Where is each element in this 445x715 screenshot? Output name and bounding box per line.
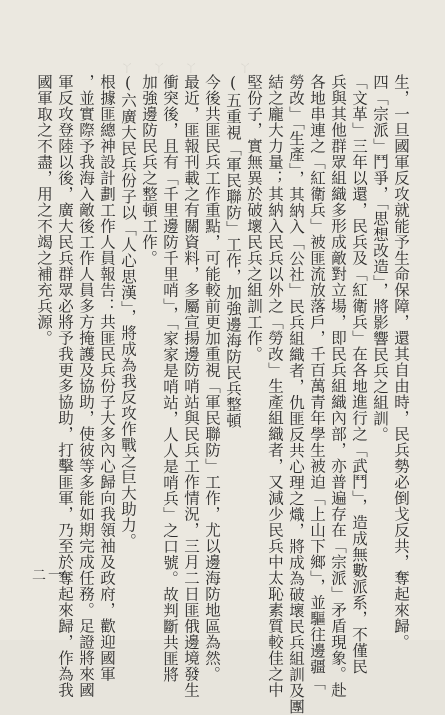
text-column: 加強邊防民兵之整頓工作。 xyxy=(140,74,158,266)
text-column: 堅份子，實無異於破壞民兵之組訓工作。 xyxy=(245,74,263,362)
text-column: 各地串連之「紅衛兵」被匪流放落戶，千百萬青年學生被迫「上山下鄉」，並驅往邊疆「 xyxy=(308,74,326,691)
page-number: 二一 xyxy=(32,568,64,584)
bleed-through-mark: ㄚ xyxy=(182,60,198,78)
text-column: 最近，匪報刊載之有關資料，多屬宣揚邊防哨站與民兵工作情況，三月二日匪俄邊境發生 xyxy=(182,74,200,698)
text-column: ，並實際予我海入敵後工作人員多方掩護及協助，使彼等多能如期完成任務。足證將來國 xyxy=(77,74,95,698)
text-column: (六廣大民兵份子以「人心思漢」，將成為我反攻作戰之巨大助力。 xyxy=(119,74,137,549)
text-column: 「文革」三年以還，民兵及「紅衛兵」在各地進行之「武鬥」，造成無數派系，不僅民 xyxy=(350,74,368,675)
text-column: (五重視「軍民聯防」工作，加強邊海防民兵整頓 xyxy=(224,74,242,429)
text-column: 生，一旦國軍反攻就能予生命保障，還其自由時，民兵勢必倒戈反共，奪起來歸。 xyxy=(392,74,410,650)
text-column: 軍反攻登陸以後，廣大民兵群眾必將予我更多協助，打擊匪軍，乃至於奪起來歸，作為我 xyxy=(56,74,74,698)
bleed-through-mark: ㄚ xyxy=(236,60,252,78)
text-column: 結之龐大力量；其納入民兵以外之「勞改」生產組織者，又減少民兵中太恥素質較佳之中 xyxy=(266,74,284,698)
text-column: 衝突後，且有「千里邊防千里哨」，「家家是哨站，人人是哨兵」之口號。故判斷共匪將 xyxy=(161,74,179,683)
bleed-through-mark: ㄚ xyxy=(118,60,134,78)
bleed-through-mark: ㄚ xyxy=(150,60,166,78)
text-column: 兵與其他群眾組織多形成敵對立場，即民兵組織內部，亦普遍存在「宗派」矛盾現象。赴 xyxy=(329,74,347,698)
text-column: 勞改」「生產」，其納入「公社」民兵組織者，仇匪反共心理之熾，將成為破壞民兵組訓及團 xyxy=(287,74,305,715)
text-column: 四「宗派」鬥爭，「思想改造」，將影響民兵之組訓。 xyxy=(371,74,389,443)
text-column: 國軍取之不盡，用之不竭之補充兵源。 xyxy=(35,74,53,346)
text-column: 今後共匪民兵工作重點，可能較前更加重視「軍民聯防」工作，尤以邊海防地區為然。 xyxy=(203,74,221,682)
text-column: 根據匪總神設計劃工作人員報告：共匪民兵份子大多內心歸向我領袖及政府，歡迎國軍 xyxy=(98,74,116,682)
